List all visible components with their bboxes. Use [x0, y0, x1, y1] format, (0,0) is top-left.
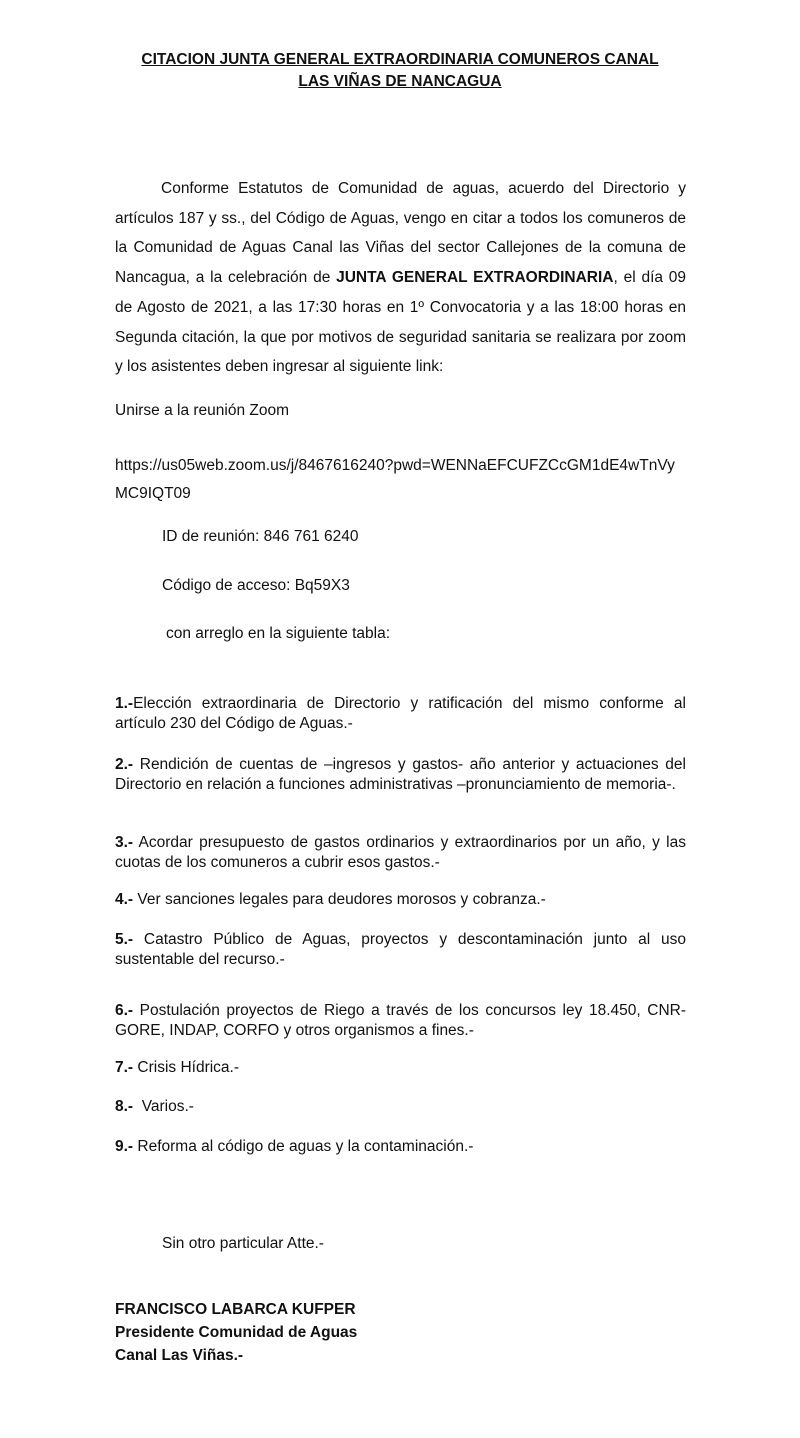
- agenda-item-6: 6.- Postulación proyectos de Riego a través de los concursos ley 18.450, CNR-GORE, INDAP, CORFO y otros organismos a fines.-: [115, 1002, 686, 1039]
- signature-block: [115, 1298, 686, 1367]
- agenda-item-1: 1.-Elección extraordinaria de Directorio y ratificación del mismo conforme al artículo 230 del Código de Aguas.-: [115, 695, 686, 732]
- zoom-join-label: Unirse a la reunión Zoom: [115, 402, 290, 419]
- agenda-item-9: 9.- Reforma al código de aguas y la contaminación.-: [115, 1138, 474, 1155]
- zoom-link[interactable]: [115, 452, 686, 508]
- agenda-item-2: 2.- Rendición de cuentas de –ingresos y gastos- año anterior y actuaciones del Directorio en relación a funciones administrativas –pronunciamiento de memoria-.: [115, 756, 686, 793]
- intro-text-end: , el día 09 de Agosto de 2021, a las 17:30 horas en 1º Convocatoria y a las 18:00 horas en Segunda citación, la que por motivos de seguridad sanitaria se realizara por zoom y los asistentes deben ingresar al siguiente link:: [115, 269, 687, 376]
- agenda-item-5: 5.- Catastro Público de Aguas, proyectos y descontaminación junto al uso sustentable del recurso.-: [115, 931, 686, 968]
- intro-paragraph: [115, 174, 686, 382]
- title-line-2: LAS VIÑAS DE NANCAGUA: [298, 73, 502, 90]
- closing: Sin otro particular Atte.-: [162, 1235, 324, 1252]
- intro-text: Conforme Estatutos de Comunidad de aguas, acuerdo del Directorio y artículos 187 y ss., del Código de Aguas, vengo en citar a todos los comuneros de la Comunidad de Aguas Canal las Viñas del sector Callejones de la comuna de Nancagua, a la celebración de: [115, 180, 686, 287]
- agenda-item-3: 3.- Acordar presupuesto de gastos ordinarios y extraordinarios por un año, y las cuotas de los comuneros a cubrir esos gastos.-: [115, 834, 686, 871]
- meeting-id: ID de reunión: 846 761 6240: [162, 528, 359, 545]
- agenda-item-8: 8.- Varios.-: [115, 1098, 194, 1115]
- title-line-1: CITACION JUNTA GENERAL EXTRAORDINARIA COMUNEROS CANAL: [141, 51, 659, 68]
- agenda-item-7: 7.- Crisis Hídrica.-: [115, 1059, 240, 1076]
- agenda-item-4: 4.- Ver sanciones legales para deudores morosos y cobranza.-: [115, 891, 546, 908]
- signer-org: Canal Las Viñas.-: [115, 1347, 244, 1364]
- signer-name: FRANCISCO LABARCA KUFPER: [115, 1301, 356, 1318]
- document-title: [0, 49, 800, 93]
- table-intro: con arreglo en la siguiente tabla:: [166, 625, 391, 642]
- zoom-link-line-1[interactable]: https://us05web.zoom.us/j/8467616240?pwd=WENNaEFCUFZCcGM1dE4wTnVy: [115, 457, 675, 474]
- zoom-link-line-2[interactable]: MC9IQT09: [115, 485, 191, 502]
- signer-role: Presidente Comunidad de Aguas: [115, 1324, 358, 1341]
- intro-bold: JUNTA GENERAL EXTRAORDINARIA: [336, 269, 614, 287]
- access-code: Código de acceso: Bq59X3: [162, 577, 350, 594]
